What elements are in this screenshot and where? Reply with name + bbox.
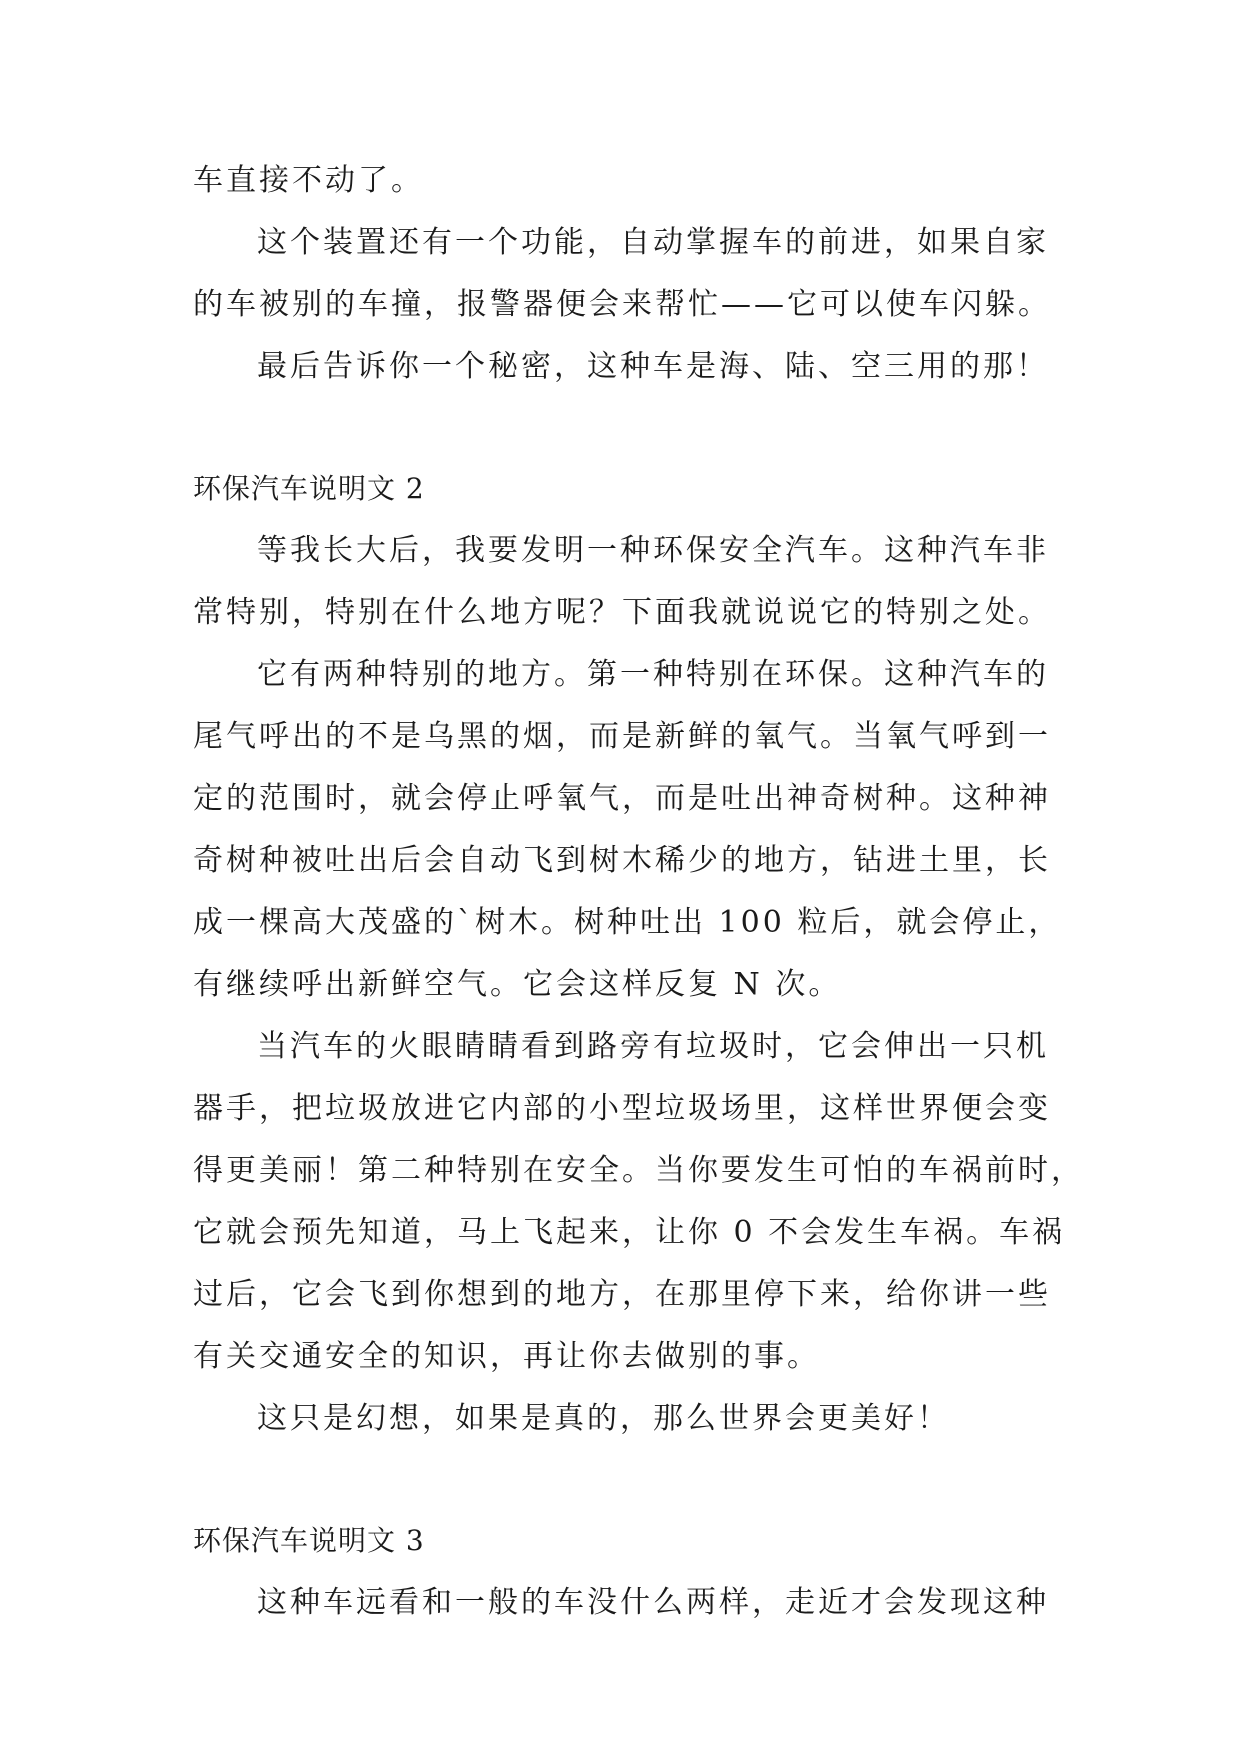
- paragraph-line: 器手，把垃圾放进它内部的小型垃圾场里，这样世界便会变: [193, 1091, 1051, 1126]
- paragraph-line: 过后，它会飞到你想到的地方，在那里停下来，给你讲一些: [193, 1277, 1051, 1312]
- paragraph-line: 有关交通安全的知识，再让你去做别的事。: [193, 1339, 820, 1374]
- section-title: 环保汽车说明文 3: [193, 1524, 425, 1557]
- paragraph-line: 定的范围时，就会停止呼氧气，而是吐出神奇树种。这种神: [193, 781, 1051, 816]
- section-2: [193, 458, 1084, 1450]
- paragraph-line: 它有两种特别的地方。第一种特别在环保。这种汽车的: [257, 657, 1049, 692]
- section-title: 环保汽车说明文 2: [193, 472, 425, 505]
- section-spacer: [193, 1450, 1053, 1510]
- paragraph-line: 这个装置还有一个功能，自动掌握车的前进，如果自家: [257, 225, 1049, 260]
- paragraph-line: 有继续呼出新鲜空气。它会这样反复 N 次。: [193, 967, 842, 1002]
- section-3: [193, 1510, 1053, 1634]
- paragraph-line: 当汽车的火眼睛睛看到路旁有垃圾时，它会伸出一只机: [257, 1029, 1049, 1064]
- document-page: [193, 150, 1084, 1634]
- section-spacer: [193, 398, 1053, 458]
- section-1: [193, 150, 1053, 398]
- paragraph-line: 这只是幻想，如果是真的，那么世界会更美好！: [257, 1401, 950, 1436]
- paragraph-line: 成一棵高大茂盛的`树木。树种吐出 100 粒后，就会停止，: [193, 905, 1062, 940]
- paragraph-line: 常特别，特别在什么地方呢？下面我就说说它的特别之处。: [193, 595, 1051, 630]
- paragraph-line: 尾气呼出的不是乌黑的烟，而是新鲜的氧气。当氧气呼到一: [193, 719, 1051, 754]
- paragraph-line: 最后告诉你一个秘密，这种车是海、陆、空三用的那！: [257, 349, 1049, 384]
- paragraph-line: 它就会预先知道，马上飞起来，让你 0 不会发生车祸。车祸: [193, 1215, 1066, 1250]
- paragraph-line: 这种车远看和一般的车没什么两样，走近才会发现这种: [257, 1585, 1049, 1620]
- paragraph-line: 的车被别的车撞，报警器便会来帮忙——它可以使车闪躲。: [193, 287, 1051, 322]
- paragraph-line: 得更美丽！第二种特别在安全。当你要发生可怕的车祸前时，: [193, 1153, 1084, 1188]
- paragraph-line: 车直接不动了。: [193, 163, 424, 198]
- paragraph-line: 等我长大后，我要发明一种环保安全汽车。这种汽车非: [257, 533, 1049, 568]
- paragraph-line: 奇树种被吐出后会自动飞到树木稀少的地方，钻进土里，长: [193, 843, 1051, 878]
